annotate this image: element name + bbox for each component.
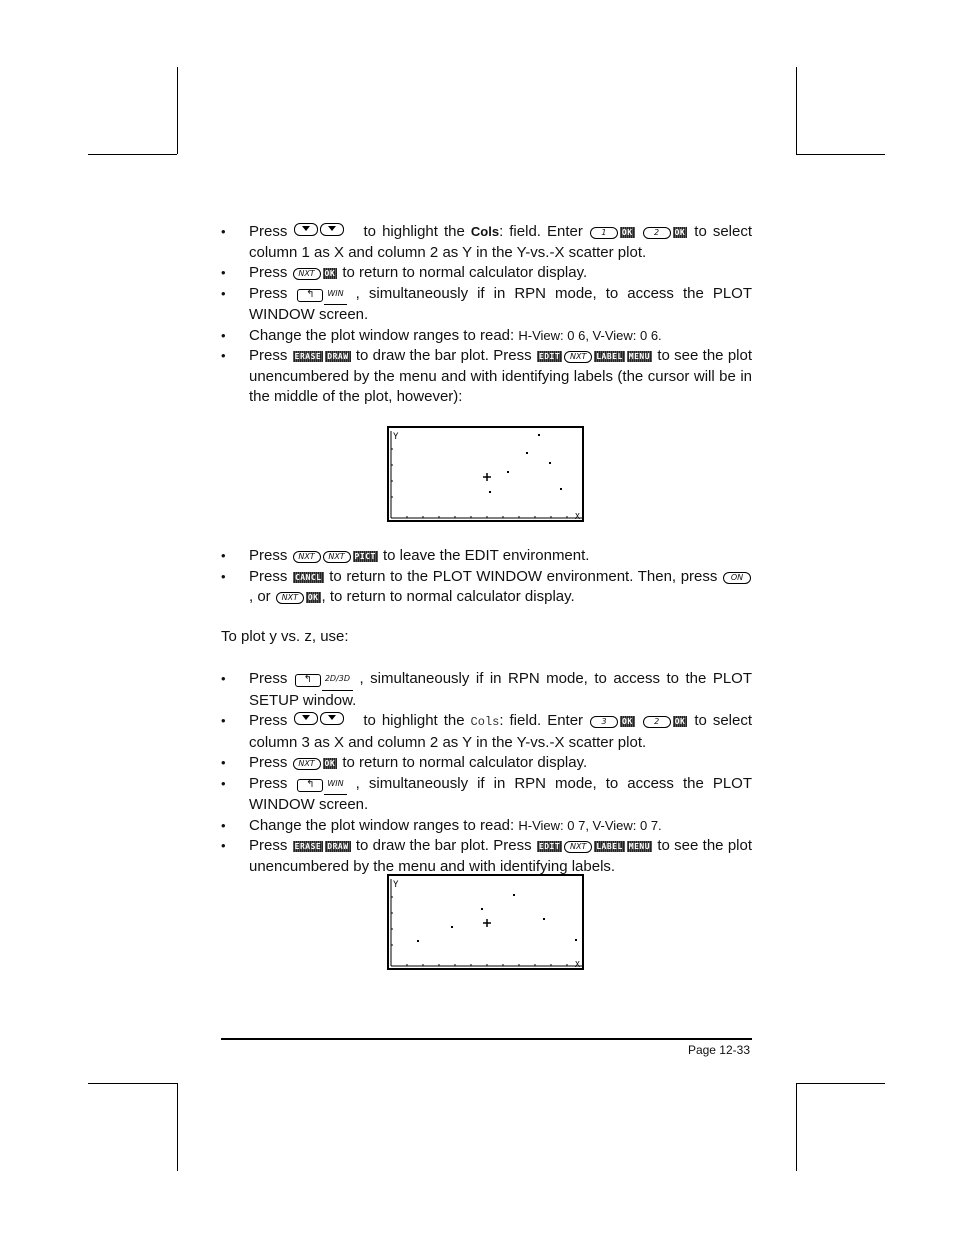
cols-field-label: Cols <box>470 224 500 239</box>
2d3d-key-label: 2D/3D <box>322 669 353 691</box>
softkey-ok: OK <box>674 717 686 726</box>
softkey-cancel: CANCL <box>294 572 322 582</box>
list-item: • Press NXT NXT PICT to leave the EDIT environment. <box>221 546 752 567</box>
softkey-ok: OK <box>324 759 336 768</box>
softkey-edit: EDIT <box>538 842 561 851</box>
crop-mark <box>88 1083 177 1084</box>
win-key-label: WIN <box>324 774 346 796</box>
window-ranges: H-View: 0 6, V-View: 0 6. <box>518 327 662 343</box>
down-arrow-key-icon <box>320 223 344 236</box>
cols-field-label: Cols <box>470 715 500 729</box>
list-item: • Press ERASE DRAW to draw the bar plot. Press EDIT NXT LABEL MENU to see the plot unencumbered by the menu and with identifying labels (the cursor will be in the middle of the plot, however): <box>221 346 752 408</box>
list-item: • Press NXT OK to return to normal calculator display. <box>221 753 752 774</box>
list-item: • Press NXT OK to return to normal calculator display. <box>221 263 752 284</box>
list-item: • Press ↰ 2D/3D , simultaneously if in RPN mode, to access to the PLOT SETUP window. <box>221 669 752 711</box>
softkey-label: LABEL <box>596 352 623 361</box>
crop-mark <box>796 1083 885 1084</box>
x-axis-label: X <box>575 512 580 520</box>
softkey-draw: DRAW <box>327 352 349 361</box>
instruction-list-3 <box>221 669 752 877</box>
nxt-key: NXT <box>323 551 351 563</box>
scatter-plot-screen-2 <box>387 874 584 970</box>
softkey-ok: OK <box>622 717 633 726</box>
down-arrow-key-icon <box>294 712 318 725</box>
page-number: Page 12-33 <box>687 1043 750 1057</box>
instruction-list-2 <box>221 546 752 608</box>
crop-mark <box>796 67 797 154</box>
crop-mark <box>177 67 178 154</box>
softkey-ok: OK <box>307 593 319 602</box>
crop-mark <box>88 154 177 155</box>
softkey-ok: OK <box>674 228 686 237</box>
softkey-ok: OK <box>621 228 633 237</box>
list-item: • Change the plot window ranges to read: H-View: 0 7, V-View: 0 7. <box>221 816 752 837</box>
list-item: • Press CANCL to return to the PLOT WINDOW environment. Then, press ON , or NXT OK , to return to normal calculator display. <box>221 567 752 608</box>
key-1: 1 <box>590 227 618 239</box>
key-2: 2 <box>643 716 671 728</box>
on-key: ON <box>723 572 751 584</box>
cursor-crosshair-icon <box>483 919 491 927</box>
left-shift-key-icon: ↰ <box>295 674 321 687</box>
instruction-list-1 <box>221 222 752 408</box>
down-arrow-key-icon <box>294 223 318 236</box>
scatter-plot-1 <box>389 428 582 520</box>
softkey-draw: DRAW <box>327 842 349 851</box>
softkey-edit: EDIT <box>538 352 561 361</box>
nxt-key: NXT <box>564 841 592 853</box>
softkey-menu: MENU <box>628 352 651 361</box>
nxt-key: NXT <box>293 758 321 770</box>
list-item: • Press ↰ WIN , simultaneously if in RPN mode, to access the PLOT WINDOW screen. <box>221 774 752 816</box>
scatter-plot-screen-1 <box>387 426 584 522</box>
window-ranges: H-View: 0 7, V-View: 0 7. <box>518 817 662 833</box>
crop-mark <box>177 1083 178 1171</box>
y-axis-label: Y <box>393 432 399 442</box>
list-item: • Change the plot window ranges to read: H-View: 0 6, V-View: 0 6. <box>221 326 752 347</box>
softkey-menu: MENU <box>628 842 651 851</box>
nxt-key: NXT <box>293 551 321 563</box>
scatter-plot-2 <box>389 876 582 968</box>
footer-rule <box>221 1038 752 1040</box>
nxt-key: NXT <box>564 351 592 363</box>
softkey-erase: ERASE <box>294 352 322 361</box>
x-axis-label: X <box>575 960 580 968</box>
down-arrow-key-icon <box>320 712 344 725</box>
softkey-pict: PICT <box>354 552 376 561</box>
softkey-label: LABEL <box>596 842 623 851</box>
intro-paragraph: To plot y vs. z, use: <box>221 628 349 645</box>
key-2: 2 <box>643 227 671 239</box>
softkey-erase: ERASE <box>294 842 322 851</box>
crop-mark <box>796 1083 797 1171</box>
left-shift-key-icon: ↰ <box>297 289 323 302</box>
softkey-ok: OK <box>324 269 336 278</box>
win-key-label: WIN <box>324 284 346 306</box>
crop-mark <box>796 154 885 155</box>
nxt-key: NXT <box>293 268 321 280</box>
cursor-crosshair-icon <box>483 473 491 481</box>
list-item: • Press ↰ WIN , simultaneously if in RPN mode, to access the PLOT WINDOW screen. <box>221 284 752 326</box>
left-shift-key-icon: ↰ <box>297 779 323 792</box>
nxt-key: NXT <box>276 592 304 604</box>
key-3: 3 <box>590 716 618 728</box>
list-item: • Press ERASE DRAW to draw the bar plot. Press EDIT NXT LABEL MENU to see the plot unencumbered by the menu and with identifying labels. <box>221 836 752 877</box>
list-item: • Press to highlight the Cols: field. Enter 1 OK 2 OK to select column 1 as X and column 2 as Y in the Y-vs.-X scatter plot. <box>221 222 752 263</box>
list-item: • Press to highlight the Cols: field. Enter 3 OK 2 OK to select column 3 as X and column 2 as Y in the Y-vs.-X scatter plot. <box>221 711 752 753</box>
y-axis-label: Y <box>393 880 399 890</box>
